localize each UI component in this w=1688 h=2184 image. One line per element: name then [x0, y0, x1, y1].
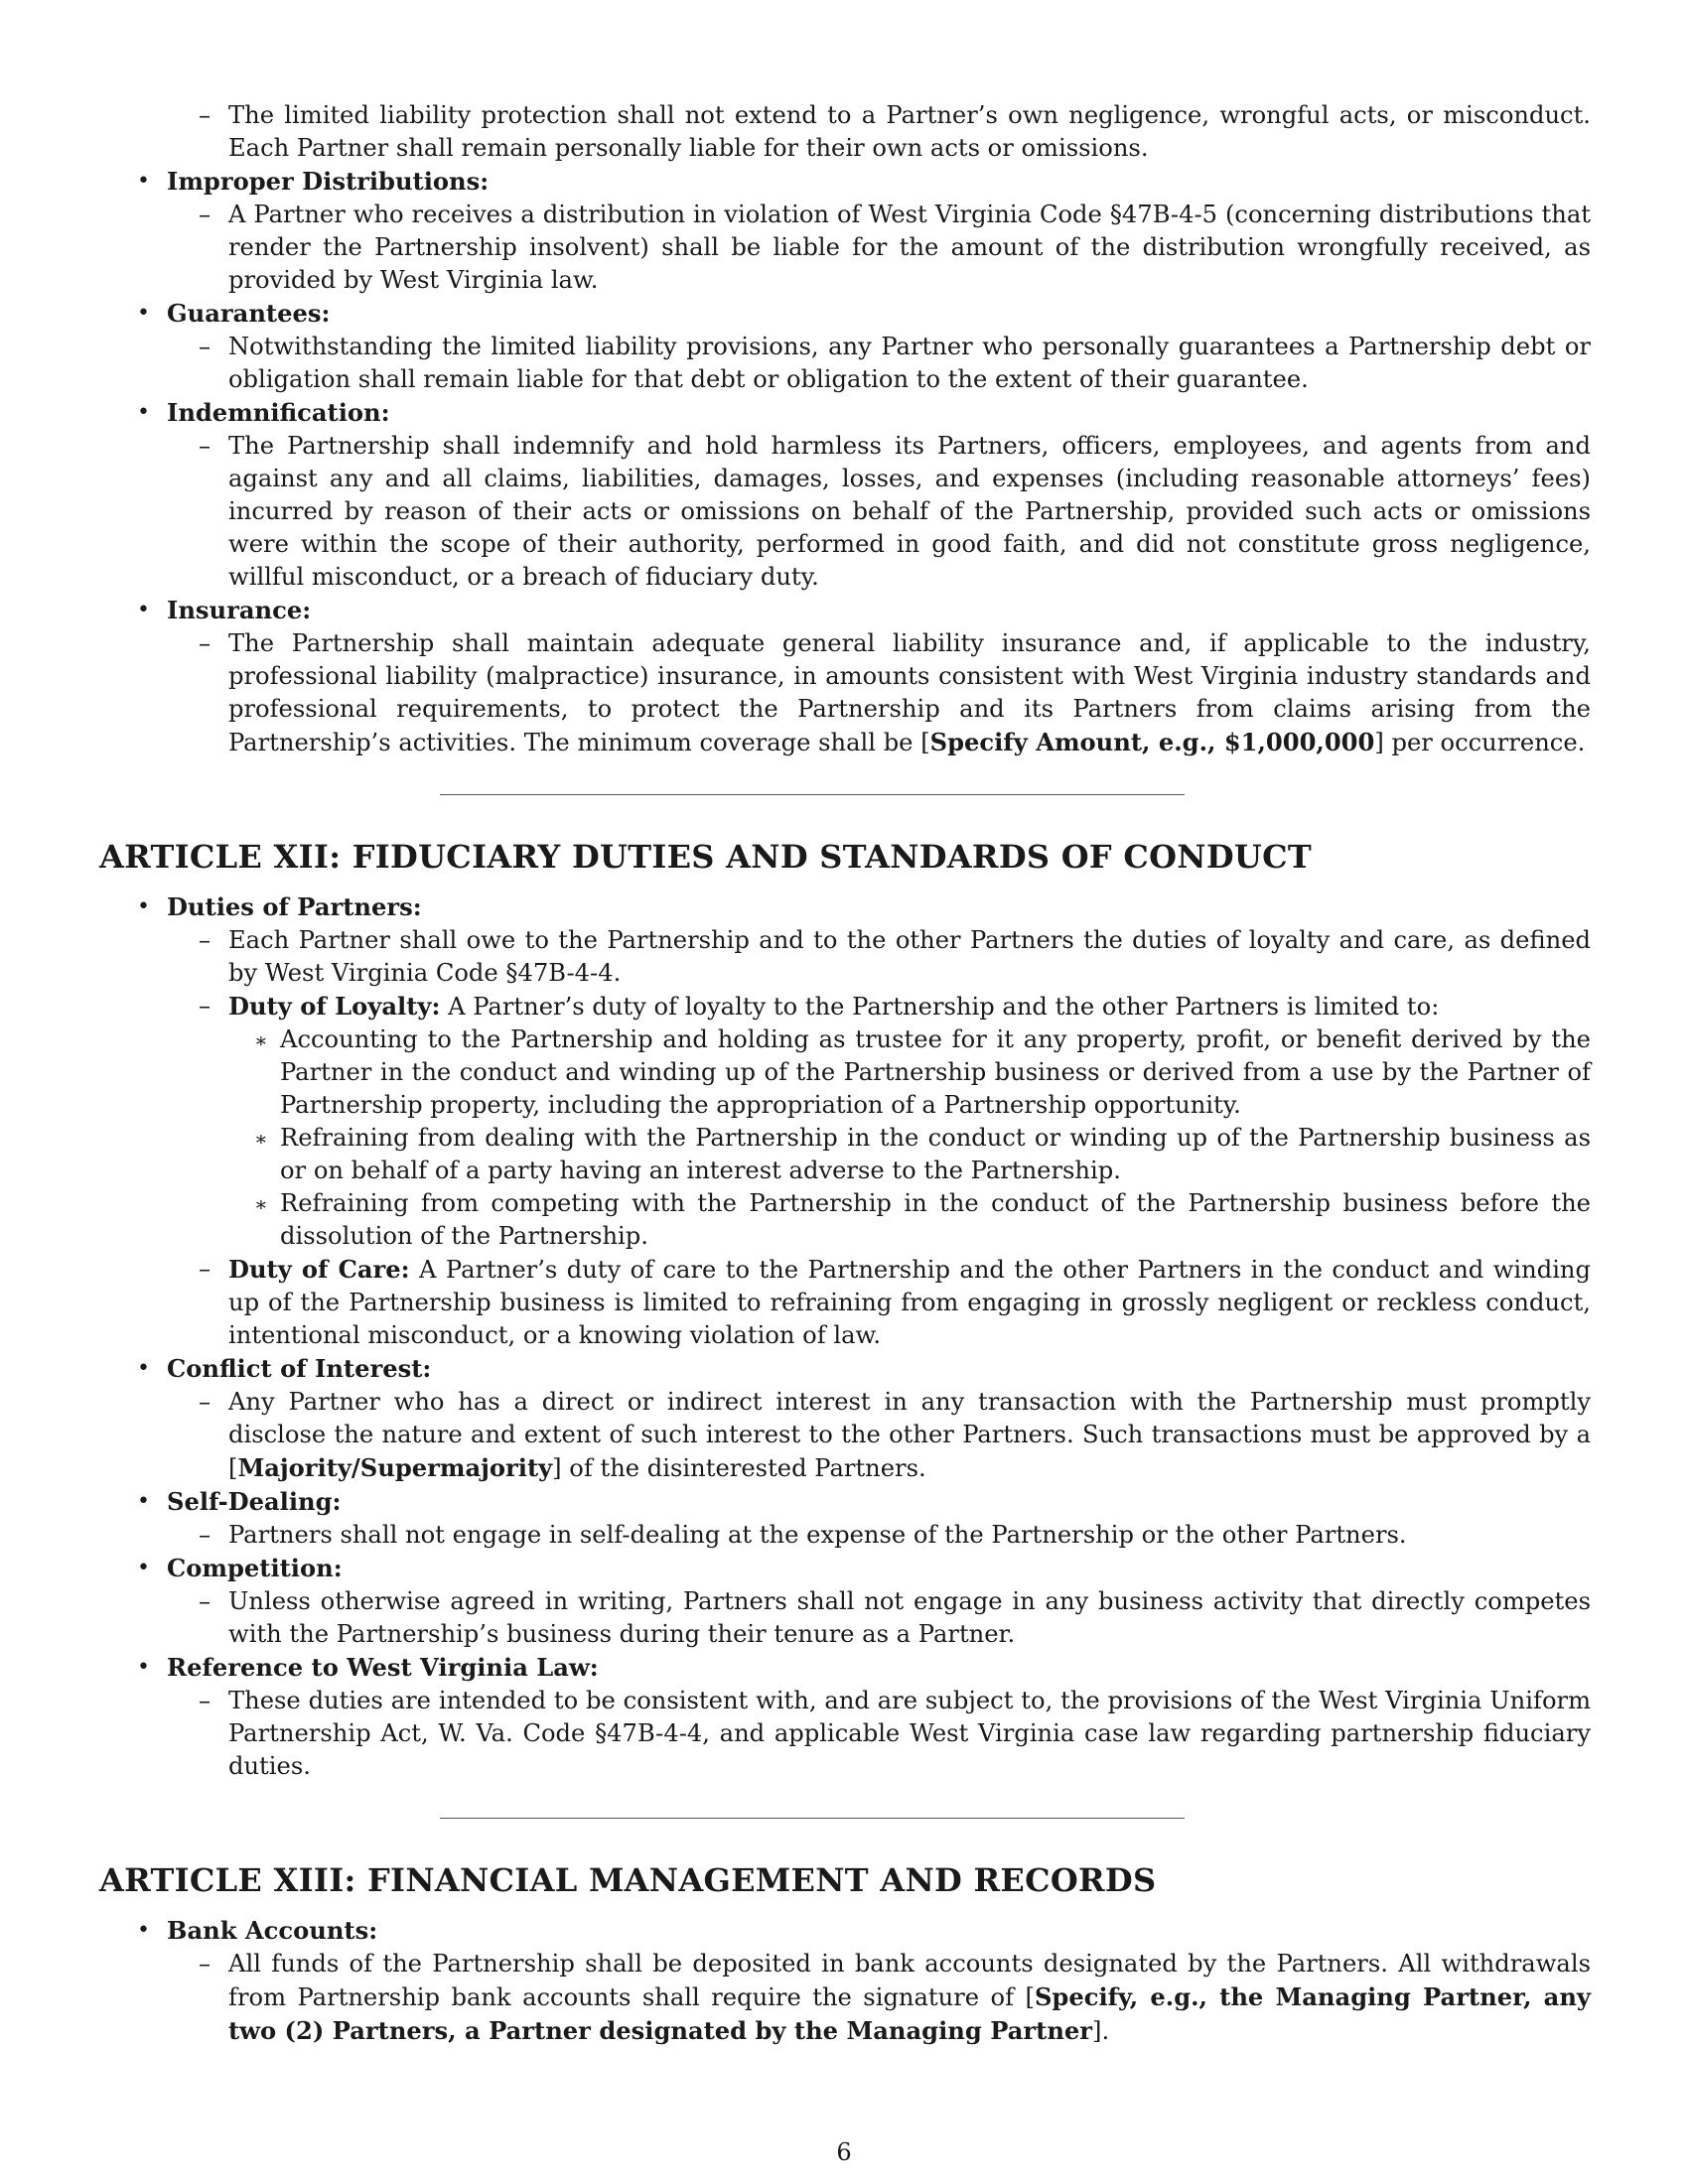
dash-bullet: – — [199, 333, 211, 360]
item-text: Partners shall not engage in self-dealing at the expense of the Partnership or the other Partners. — [228, 1521, 1407, 1549]
dash-bullet: – — [199, 629, 211, 657]
dash-bullet: – — [199, 101, 211, 129]
sub-list-item — [99, 1122, 1591, 1187]
list-item — [99, 396, 1591, 430]
item-title: Indemnification: — [167, 398, 390, 427]
item-text-tail: . — [1101, 2017, 1110, 2045]
list-item — [99, 297, 1591, 331]
list-item — [99, 199, 1591, 297]
item-text: Any Partner who has a direct or indirect interest in any transaction with the Partnership must promptly disclose the nature and extent of such interest to the other Partners. Such transactions must be approved by a — [228, 1388, 1591, 1448]
placeholder-amount: Specify Amount, e.g., $1,000,000 — [929, 728, 1375, 756]
list-item — [99, 594, 1591, 627]
placeholder-signatories: Specify, e.g., the Managing Partner, any two (2) Partners, a Partner designated by the Managing Partner — [228, 1982, 1591, 2045]
dash-bullet: – — [199, 1388, 211, 1416]
article-heading: ARTICLE XII: FIDUCIARY DUTIES AND STANDARDS OF CONDUCT — [99, 838, 1312, 876]
list-item: – Any Partner who has a direct or indirect interest in any transaction with the Partnership must promptly disclose the nature and extent of such interest to the other Partners. Such transactions must be approved by a [Majority/Supermajority] of the disinterested Partners. — [199, 1388, 1591, 1482]
item-title: Competition: — [167, 1554, 343, 1582]
list-item — [99, 1253, 1591, 1352]
bullet: • — [137, 301, 150, 326]
liability-exclusion-text: The limited liability protection shall not extend to a Partner’s own negligence, wrongful acts, or misconduct. Each Partner shall remain personally liable for their own acts or omissions. — [228, 101, 1591, 162]
item-text: Unless otherwise agreed in writing, Partners shall not engage in any business activity that directly competes with the Partnership’s business during their tenure as a Partner. — [228, 1587, 1591, 1648]
item-title: Improper Distributions: — [167, 167, 490, 196]
bullet: • — [137, 400, 150, 425]
list-item — [99, 1585, 1591, 1651]
item-text: Refraining from dealing with the Partnership in the conduct or winding up of the Partnership business as or on behalf of a party having an interest adverse to the Partnership. — [280, 1124, 1591, 1184]
item-text: Refraining from competing with the Partnership in the conduct of the Partnership business before the dissolution of the Partnership. — [280, 1189, 1591, 1250]
dash-bullet: – — [199, 1587, 211, 1615]
document-page — [99, 99, 1591, 2048]
sub-list-item — [99, 1187, 1591, 1253]
bullet: • — [137, 1489, 150, 1514]
bullet: • — [137, 598, 150, 622]
bullet: • — [137, 1356, 150, 1381]
item-title: Duties of Partners: — [167, 892, 422, 921]
section-divider — [440, 1818, 1185, 1819]
list-item — [99, 99, 1591, 165]
dash-bullet: – — [199, 1950, 211, 1978]
item-text: A Partner’s duty of loyalty to the Partnership and the other Partners is limited to: — [440, 993, 1440, 1021]
item-text: These duties are intended to be consistent with, and are subject to, the provisions of the West Virginia Uniform Partnership Act, W. Va. Code §47B-4-4, and applicable West Virginia case law regarding partnership fiduciary duties. — [228, 1687, 1591, 1780]
section-divider — [440, 794, 1185, 795]
list-item — [99, 1485, 1591, 1519]
care-label: Duty of Care: — [228, 1255, 410, 1284]
list-item — [99, 331, 1591, 396]
item-text: Accounting to the Partnership and holding as trustee for it any property, profit, or benefit derived by the Partner in the conduct and winding up of the Partnership business or derived from a use by the Partner of Partnership property, including the appropriation of a Partnership opportunity. — [280, 1025, 1591, 1119]
list-item — [99, 990, 1591, 1024]
bullet: • — [137, 1918, 150, 1943]
page-number: 6 — [836, 2138, 852, 2166]
list-item: – The Partnership shall maintain adequate general liability insurance and, if applicable to the industry, professional liability (malpractice) insurance, in amounts consistent with West Virginia industry standards and professional requirements, to protect the Partnership and its Partners from claims arising from the Partnership’s activities. The minimum coverage shall be [Specify Amount, e.g., $1,000,000] per occurrence. — [199, 629, 1591, 756]
bullet: • — [137, 894, 150, 919]
list-item — [99, 430, 1591, 594]
item-title: Reference to West Virginia Law: — [167, 1653, 599, 1682]
item-text: The Partnership shall indemnify and hold harmless its Partners, officers, employees, and agents from and against any and all claims, liabilities, damages, losses, and expenses (including reasonable attorneys’ fees) incurred by reason of their acts or omissions on behalf of the Partnership, provided such acts or omissions were within the scope of their authority, performed in good faith, and did not constitute gross negligence, willful misconduct, or a breach of fiduciary duty. — [228, 432, 1591, 591]
dash-bullet: – — [199, 1521, 211, 1549]
item-text: Notwithstanding the limited liability provisions, any Partner who personally guarantees a Partnership debt or obligation shall remain liable for that debt or obligation to the extent of their guarantee. — [228, 333, 1591, 393]
sub-list-item — [99, 1024, 1591, 1122]
item-title: Insurance: — [167, 596, 312, 624]
list-item — [99, 1352, 1591, 1386]
loyalty-label: Duty of Loyalty: — [228, 992, 441, 1021]
item-text: All funds of the Partnership shall be deposited in bank accounts designated by the Partners. All withdrawals from Partnership bank accounts shall require the signature of — [228, 1950, 1591, 2011]
placeholder-majority: Majority/Supermajority — [237, 1453, 553, 1482]
item-text: Each Partner shall owe to the Partnership and to the other Partners the duties of loyalty and care, as defined by West Virginia Code §47B-4-4. — [228, 926, 1591, 987]
dash-bullet: – — [199, 926, 211, 954]
item-text-tail: per occurrence. — [1383, 729, 1586, 756]
item-text: A Partner’s duty of care to the Partnership and the other Partners in the conduct and winding up of the Partnership business is limited to refraining from engaging in grossly negligent or reckless conduct, intentional misconduct, or a knowing violation of law. — [228, 1256, 1591, 1349]
item-title: Self-Dealing: — [167, 1487, 342, 1516]
dash-bullet: – — [199, 1255, 211, 1283]
item-text: A Partner who receives a distribution in violation of West Virginia Code §47B-4-5 (concerning distributions that render the Partnership insolvent) shall be liable for the amount of the distribution wrongfully received, as provided by West Virginia law. — [228, 201, 1591, 294]
list-item — [99, 1914, 1591, 1948]
dash-bullet: – — [199, 1687, 211, 1714]
list-item — [99, 1685, 1591, 1783]
dash-bullet: – — [199, 432, 211, 460]
asterisk-bullet: ∗ — [254, 1028, 268, 1052]
item-text-tail: of the disinterested Partners. — [561, 1454, 926, 1482]
bullet: • — [137, 1655, 150, 1680]
article-heading: ARTICLE XIII: FINANCIAL MANAGEMENT AND RECORDS — [99, 1861, 1157, 1899]
list-item — [99, 890, 1591, 924]
item-title: Conflict of Interest: — [167, 1354, 432, 1383]
list-item — [99, 1651, 1591, 1685]
item-text: The Partnership shall maintain adequate general liability insurance and, if applicable to the industry, professional liability (malpractice) insurance, in amounts consistent with West Virginia industry standards and professional requirements, to protect the Partnership and its Partners from claims arising from the Partnership’s activities. The minimum coverage shall be — [228, 629, 1591, 756]
asterisk-bullet: ∗ — [254, 1127, 268, 1151]
bullet: • — [137, 169, 150, 194]
list-item — [99, 165, 1591, 199]
list-item — [99, 1552, 1591, 1585]
list-item: – All funds of the Partnership shall be deposited in bank accounts designated by the Partners. All withdrawals from Partnership bank accounts shall require the signature of [Specify, e.g., the Managing Partner, any two (2) Partners, a Partner designated by the Managing Partner]. — [199, 1950, 1591, 2045]
item-title: Bank Accounts: — [167, 1916, 378, 1945]
item-title: Guarantees: — [167, 299, 331, 328]
dash-bullet: – — [199, 992, 211, 1020]
list-item — [99, 924, 1591, 990]
asterisk-bullet: ∗ — [254, 1192, 268, 1216]
list-item — [99, 1519, 1591, 1552]
dash-bullet: – — [199, 201, 211, 228]
bullet: • — [137, 1556, 150, 1580]
